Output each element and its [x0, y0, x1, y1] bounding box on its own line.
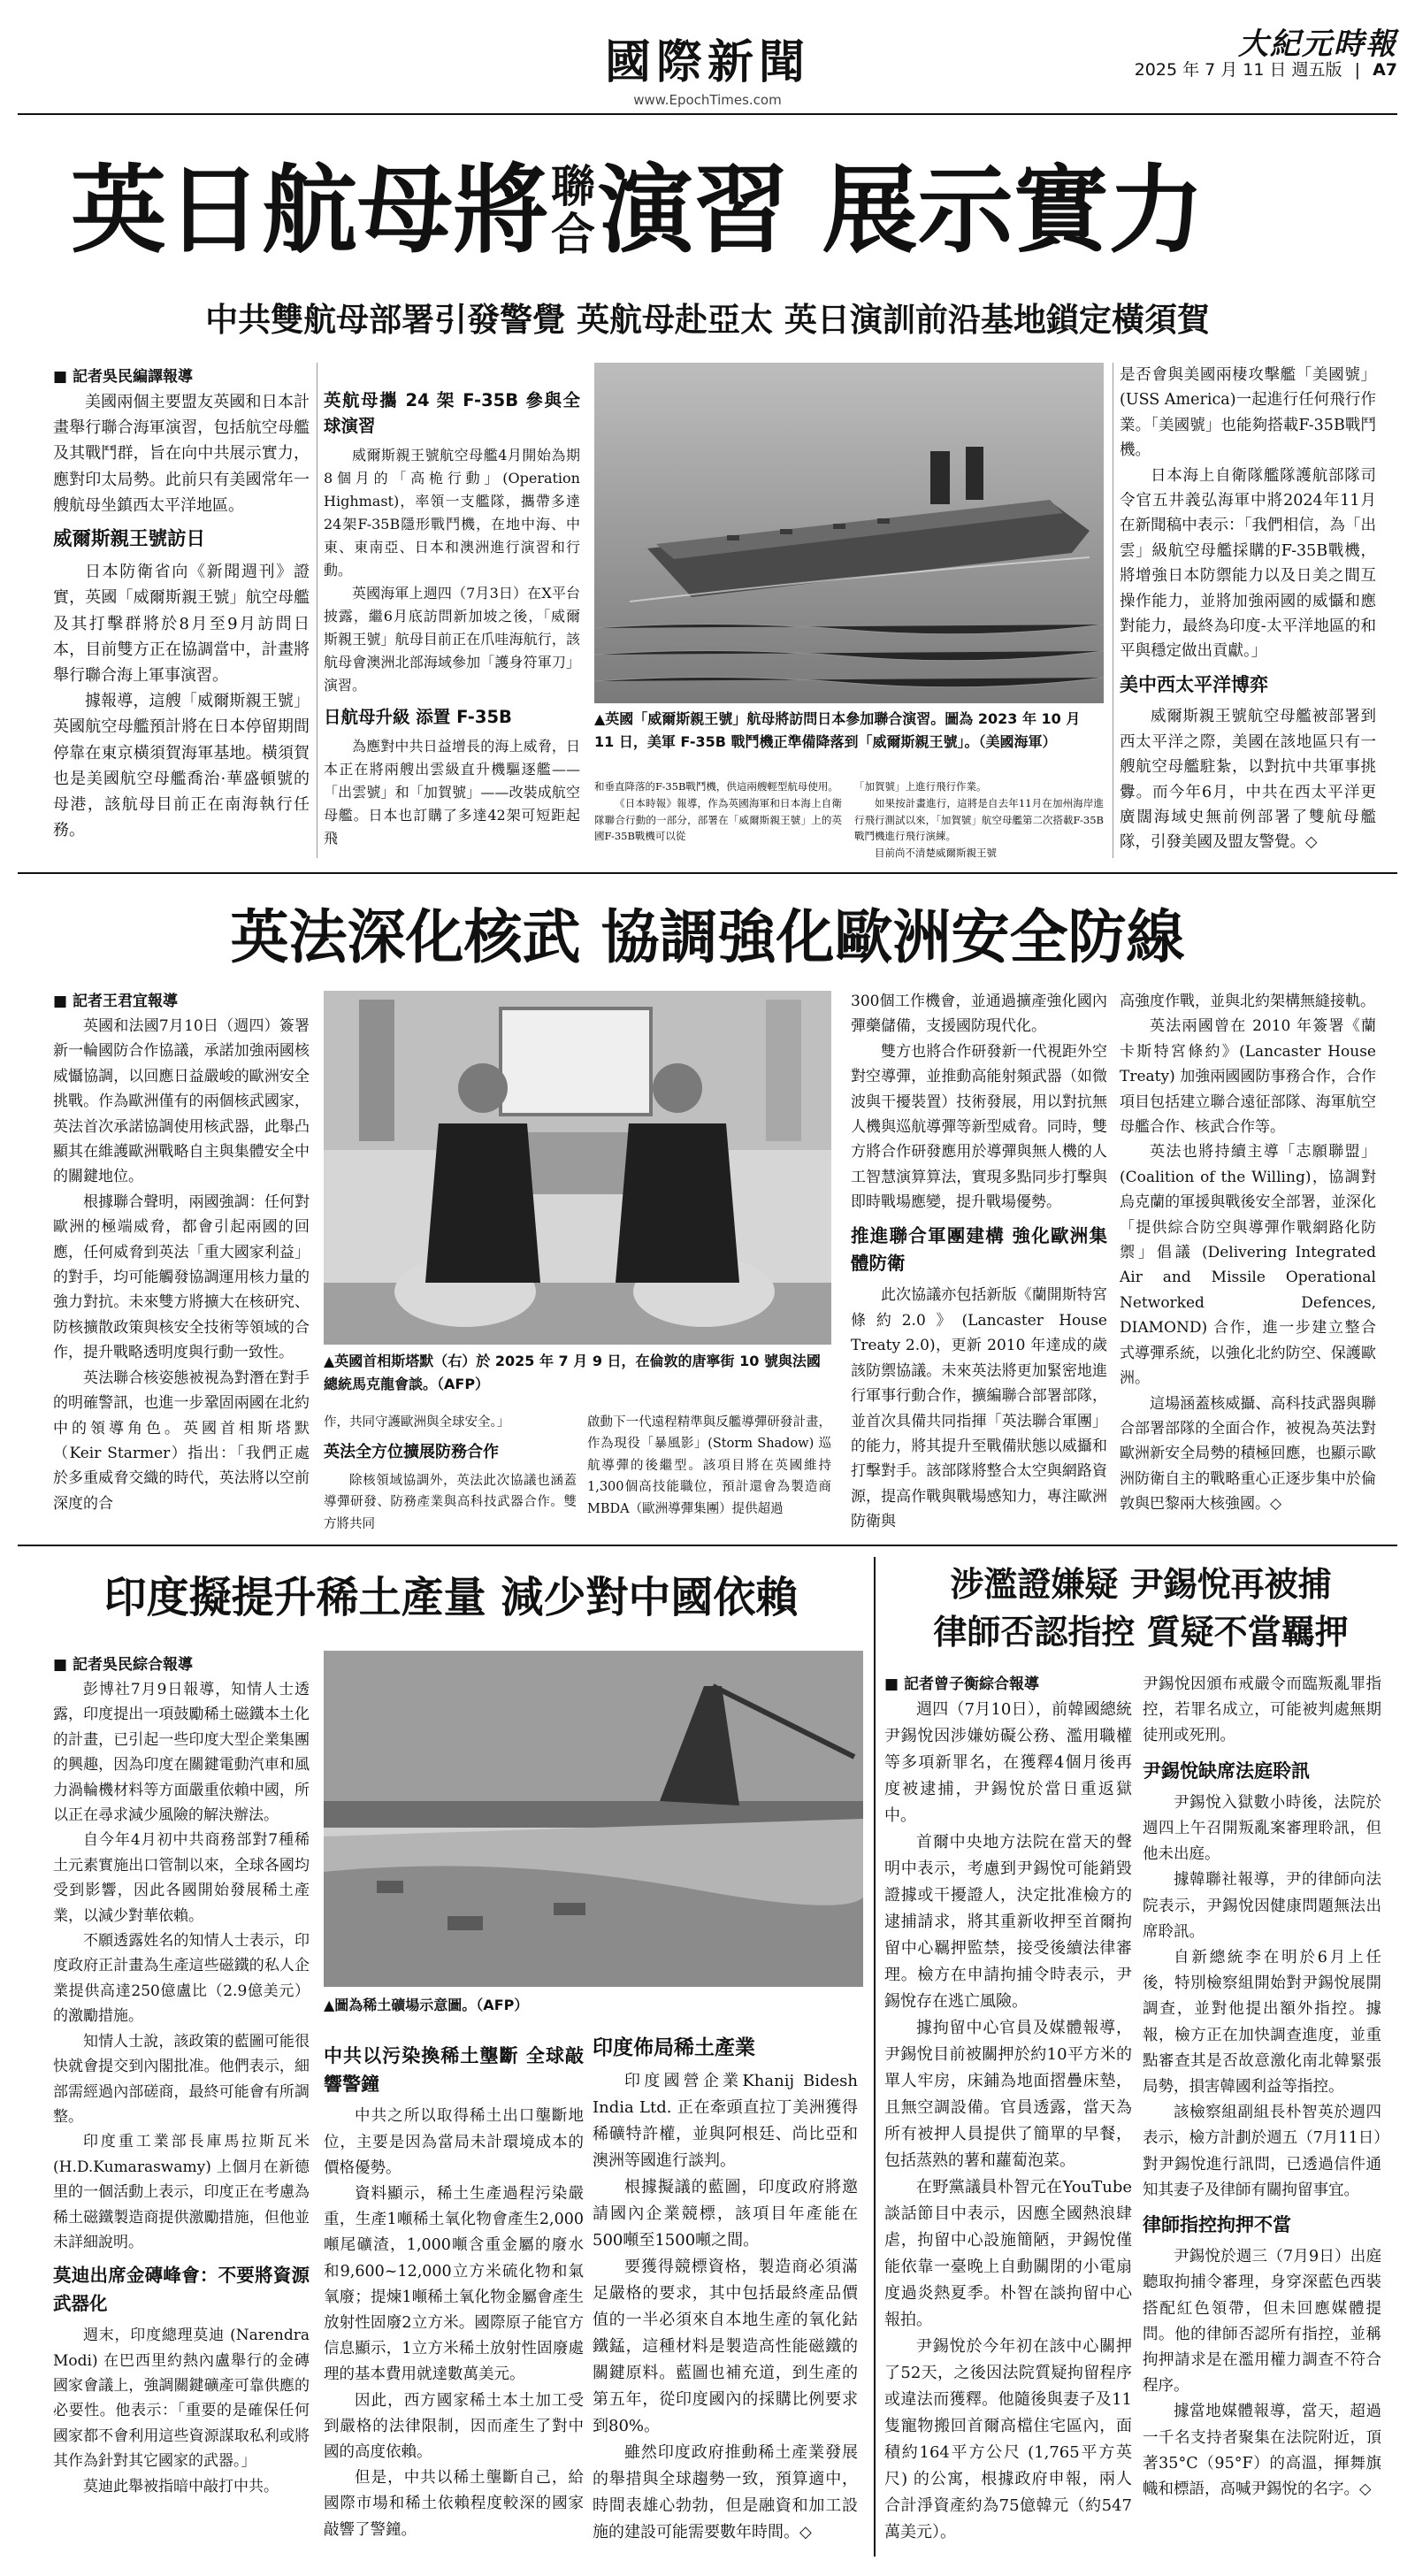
story2-col3-p1: 啟動下一代遠程精準與反艦導彈研發計畫，作為現役「暴風影」(Storm Shadow) 巡航導彈的後繼型。該項目將在英國維持1,300個高技能職位，預計還會為製造商MBDA（歐洲導彈集團）提供超過: [587, 1415, 831, 1516]
story1-col2-p2: 英國海軍上週四（7月3日）在X平台披露，繼6月底訪問新加坡之後，「威爾斯親王號」航母目前正在爪哇海航行，該航母會澳洲北部海域參加「護身符軍刀」演習。: [324, 585, 580, 694]
story2-col4-p3: 此次協議亦包括新版《蘭開斯特宮條約2.0》(Lancaster House Treaty 2.0)，更新 2010 年達成的歲該防禦協議。未來英法將更加緊密地進行軍事行動合作，擴編聯合部署部隊，並首次具備共同指揮「英法聯合軍團」的能力，將其提升至戰備狀態以威攝和打擊對手。該部隊將整合太空與網路資源，提高作戰與戰場感知力，專注歐洲防衛與: [851, 1286, 1107, 1531]
story4-col2-p2: 尹錫悅入獄數小時後，法院於週四上午召開叛亂案審理聆訊，但他未出庭。: [1143, 1793, 1381, 1864]
story1-headline-b: 演習 展示實力: [598, 155, 1205, 266]
story4-col1-p4: 在野黨議員朴智元在YouTube談話節目中表示，因應全國熱浪肆虐，拘留中心設施簡陋，尹錫悅僅能依靠一臺晚上自動關閉的小電扇度過炎熱夏季。朴智在談拘留中心報拍。: [884, 2178, 1132, 2329]
website-url[interactable]: www.EpochTimes.com: [633, 92, 782, 108]
story4-headline-1: 涉濫證嫌疑 尹錫悅再被捕: [950, 1565, 1332, 1604]
story1-headline-small: [548, 160, 598, 260]
story1-col5-p3: 威爾斯親王號航空母艦被部署到西太平洋之際，美國在該地區只有一艘航空母艦駐紮，以對抗中共軍事挑釁。而今年6月，中共在西太平洋更廣闊海域史無前例部署了雙航母艦隊，引發美國及盟友警覺。◇: [1120, 708, 1376, 852]
story4-headline: [884, 1560, 1397, 1656]
story2-bottom-rule: [18, 1545, 1397, 1546]
section-title: 國際新聞: [604, 36, 810, 89]
story2-col4: [851, 989, 1107, 1535]
story1-photo-caption: ▲英國「威爾斯親王號」航母將訪問日本參加聯合演習。圖為 2023 年 10 月 11 日，美軍 F-35B 戰鬥機正準備降落到「威爾斯親王號」。（美國海軍）: [594, 710, 1081, 750]
story2-col2-sub: 英法全方位擴展防務合作: [324, 1443, 499, 1462]
story1-small-1: 聯: [551, 160, 596, 212]
masthead-logo: 大紀元時報: [1238, 27, 1397, 62]
story1-col1: [53, 364, 310, 843]
story3-headline: 印度擬提升稀土產量 減少對中國依賴: [103, 1573, 799, 1622]
story1-col1-p1: 美國兩個主要盟友英國和日本計畫舉行聯合海軍演習，包括航空母艦及其戰鬥群，旨在向中共展示實力，應對印太局勢。此前只有美國常年一艘航母坐鎮西太平洋地區。: [53, 393, 310, 515]
story3-col3: [593, 2026, 858, 2546]
story3-photo-caption: ▲圖為稀土礦場示意圖。（AFP）: [324, 1997, 529, 2013]
story1-col2-p3: 為應對中共日益增長的海上威脅，日本正在將兩艘出雲級直升機驅逐艦——「出雲號」和「加賀號」——改裝成航空母艦。日本也訂購了多達42架可短距起飛: [324, 738, 580, 847]
story4-col1-p2: 首爾中央地方法院在當天的聲明中表示，考慮到尹錫悅可能銷毀證據或干擾證人，決定批准檢方的逮捕請求，將其重新收押至首爾拘留中心羈押監禁，接受後續法律審理。檢方在申請拘捕令時表示，尹錫悅存在逃亡風險。: [884, 1833, 1132, 2011]
story4-col2-p4: 自新總統李在明於6月上任後，特別檢察組開始對尹錫悅展開調查，並對他提出額外指控。據報，檢方正在加快調查進度，並重點審查其是否故意激化南北韓緊張局勢，損害韓國利益等指控。: [1143, 1949, 1381, 2097]
story1-headline-a: 英日航母將: [71, 155, 549, 266]
story1-col1-p3: 據報導，這艘「威爾斯親王號」英國航空母艦預計將在日本停留期間停靠在東京橫須賀海軍基地。橫須賀也是美國航空母艦喬治·華盛頓號的母港，該航母目前正在南海執行任務。: [53, 692, 310, 840]
story3-story4-divider: [874, 1557, 876, 2557]
story1-col2-sub2: 日航母升級 添置 F-35B: [324, 707, 512, 727]
story2-col1-p2: 根據聯合聲明，兩國強調：任何對歐洲的極端威脅，都會引起兩國的回應，任何威脅到英法「重大國家利益」的對手，均可能觸發協調運用核力量的強力對抗。未來雙方將擴大在核研究、防核擴散政策與核安全技術等領域的合作，提升戰略透明度與行動一致性。: [53, 1192, 310, 1362]
story3-col2-p4: 但是，中共以稀土壟斷自己，給國際市場和稀土依賴程度較深的國家敲響了警鐘。: [324, 2469, 584, 2539]
story2-col5-p1: 高強度作戰，並與北約架構無縫接軌。: [1120, 993, 1375, 1010]
story2-col5-p2: 英法兩國曾在 2010 年簽署《蘭卡斯特宮條約》(Lancaster House Treaty) 加強兩國國防事務合作，合作項目包括建立聯合遠征部隊、海軍航空母艦合作、核武合作等。: [1120, 1017, 1376, 1137]
story1-small-2: 合: [551, 208, 596, 260]
story2-col2: [324, 1412, 577, 1535]
story3-col3-p1: 印度國營企業Khanij Bidesh India Ltd. 正在牽頭直拉丁美洲獲得稀礦特許權，並與阿根廷、尚比亞和澳洲等國進行談判。: [593, 2072, 858, 2170]
story3-col3-sub: 印度佈局稀土產業: [593, 2036, 755, 2059]
story4-headline-2: 律師否認指控 質疑不當羈押: [933, 1613, 1349, 1652]
story1-bottom-rule: [18, 872, 1397, 874]
story4-col2-p7: 據當地媒體報導，當天，超過一千名支持者聚集在法院附近，頂著35°C（95°F）的高溫，揮舞旗幟和標語，高喊尹錫悅的名字。◇: [1143, 2403, 1381, 2499]
date-text: 2025 年 7 月 11 日 週五版: [1134, 60, 1342, 80]
story1-headline: [71, 157, 1344, 264]
story2-col5: [1120, 989, 1376, 1517]
story2-col4-p2: 雙方也將合作研發新一代視距外空對空導彈，並推動高能射頻武器（如微波與干擾裝置）技術發展，用以對抗無人機與巡航導彈等新型威脅。同時，雙方將合作研發應用於導彈與無人機的人工智慧演算算法，實現多點同步打擊與即時戰場應變，提升戰場優勢。: [851, 1042, 1107, 1212]
story4-col2-p5: 該檢察組副組長朴智英於週四表示，檢方計劃於週五（7月11日）對尹錫悅進行訊問，已透過信件通知其妻子及律師有關拘留事宜。: [1143, 2104, 1381, 2199]
story2-col1: [53, 989, 310, 1516]
story2-col2-p2: 除核領域協調外，英法此次協議也涵蓋導彈研發、防務產業與高科技武器合作。雙方將共同: [324, 1473, 577, 1531]
story3-col1-sub: 莫迪出席金磚峰會：不要將資源武器化: [53, 2265, 310, 2314]
story1-col1-p2: 日本防衛省向《新聞週刊》證實，英國「威爾斯親王號」航空母艦及其打擊群將於8月至9月訪問日本，目前雙方正在協調當中，計畫將舉行聯合海上軍事演習。: [53, 563, 310, 686]
leaders-photo-image: [324, 991, 831, 1345]
story1-col4-p3: 目前尚不清楚威爾斯親王號: [875, 847, 997, 860]
story3-col1-p3: 不願透露姓名的知情人士表示，印度政府正計畫為生產這些磁鐵的私人企業提供高達250億盧比（2.9億美元）的激勵措施。: [53, 1932, 310, 2026]
leaders-photo: [324, 991, 831, 1345]
rare-earth-photo-image: [324, 1651, 863, 1987]
story3-col2-p1: 中共之所以取得稀土出口壟斷地位，主要是因為當局未計環境成本的價格優勢。: [324, 2107, 584, 2177]
story4-col2-p3: 據韓聯社報導，尹的律師向法院表示，尹錫悅因健康問題無法出席聆訊。: [1143, 1871, 1381, 1941]
story1-col2-sub1: 英航母攜 24 架 F-35B 參與全球演習: [324, 390, 580, 436]
story1-col5-sub: 美中西太平洋博弈: [1120, 673, 1268, 695]
story2-col5-p3: 英法也將持續主導「志願聯盟」(Coalition of the Willing)，協調對烏克蘭的軍援與戰後安全部署，並深化「提供綜合防空與導彈作戰網路化防禦」倡議 (Delivering Integrated Air and Missile Operational Networked Defences, DIAMOND) 合作，進一步建立整合式導彈系統，以強化北約防空、保護歐洲。: [1120, 1143, 1376, 1388]
story1-col5-p2: 日本海上自衛隊艦隊護航部隊司令官五井義弘海軍中將2024年11月在新聞稿中表示：「我們相信，為「出雲」級航空母艦採購的F-35B戰機，將增強日本防禦能力以及日美之間互操作能力，並將加強兩國的威懾和應對能力，最終為印度-太平洋地區的和平與穩定做出貢獻。」: [1120, 466, 1376, 661]
story1-col5-p1: 是否會與美國兩棲攻擊艦「美國號」(USS America)一起進行任何飛行作業。「美國號」也能夠搭載F-35B戰鬥機。: [1120, 366, 1376, 460]
story3-col3-p4: 雖然印度政府推動稀土產業發展的舉措與全球趨勢一致，預算適中，時間表雄心勃勃，但是融資和加工設施的建設可能需要數年時間。◇: [593, 2443, 858, 2542]
story3-col1-p1: 彭博社7月9日報導，知情人士透露，印度提出一項鼓勵稀土磁鐵本土化的計畫，已引起一些印度大型企業集團的興趣，因為印度在關鍵電動汽車和風力渦輪機材料等方面嚴重依賴中國，所以正在尋求減少風險的解決辦法。: [53, 1681, 310, 1825]
carrier-photo-image: [594, 363, 1104, 703]
story1-reporter: ■ 記者吳民編譯報導: [53, 368, 193, 386]
story3-reporter: ■ 記者吳民綜合報導: [53, 1656, 193, 1674]
story3-col1: [53, 1652, 310, 2499]
rare-earth-photo: [324, 1651, 863, 1987]
story4-col1-p5: 尹錫悅於今年初在該中心關押了52天，之後因法院質疑拘留程序或違法而獲釋。他隨後與妻子及11隻寵物搬回首爾高檔住宅區內，面積約164平方公尺 (1,765平方英尺) 的公寓，根據政府申報，兩人合計淨資產約為75億韓元（約547萬美元）。: [884, 2337, 1132, 2542]
story1-col5: [1120, 363, 1376, 855]
story2-headline: 英法深化核武 協調強化歐洲安全防線: [230, 903, 1185, 971]
story4-reporter: ■ 記者曾子衡綜合報導: [884, 1675, 1039, 1693]
story4-col2: [1143, 1672, 1381, 2503]
header-rule: [18, 113, 1397, 115]
story3-col3-p2: 根據擬議的藍圖，印度政府將邀請國內企業競標，該項目年產能在500噸至1500噸之間。: [593, 2178, 858, 2250]
story3-col3-p3: 要獲得競標資格，製造商必須滿足嚴格的要求，其中包括最終產品價值的一半必須來自本地生產的氧化鈷鐵錳，這種材料是製造高性能磁鐵的關鍵原料。藍圖也補充道，到生產的第五年，從印度國內的採購比例要求到80%。: [593, 2258, 858, 2435]
story2-col5-p4: 這場涵蓋核威攝、高科技武器與聯合部署部隊的全面合作，被視為英法對歐洲新安全局勢的積極回應，也顯示歐洲防衛自主的戰略重心正逐步集中於倫敦與巴黎兩大核強國。◇: [1120, 1394, 1376, 1514]
story3-col2-p2: 資料顯示，稀土生產過程污染嚴重，生產1噸稀土氧化物會產生2,000噸尾礦渣，1,000噸含重金屬的廢水和9,600~12,000立方米硫化物和氣氧廢；提煉1噸稀土氧化物金屬會產生放射性固廢2立方米。國際原子能官方信息顯示，1立方米稀土放射性固廢處理的基本費用就達數萬美元。: [324, 2185, 584, 2384]
story3-col1-p2: 自今年4月初中共商務部對7種稀土元素實施出口管制以來，全球各國均受到影響，因此各國開始發展稀土產業，以減少對華依賴。: [53, 1831, 310, 1925]
issue-date: [1088, 57, 1397, 80]
story4-col2-p6: 尹錫悅於週三（7月9日）出庭聽取拘捕令審理，身穿深藍色西裝搭配紅色領帶，但未回應媒體提問。他的律師否認所有指控，並稱拘押請求是在濫用權力調查不符合程序。: [1143, 2248, 1381, 2396]
carrier-photo: [594, 363, 1104, 703]
story3-col1-p6: 週末，印度總理莫迪 (Narendra Modi) 在巴西里約熱內盧舉行的金磚國家會議上，強調關鍵礦產可靠供應的必要性。他表示：「重要的是確保任何國家都不會利用這些資源謀取私利或將其作為針對其它國家的武器。」: [53, 2327, 310, 2471]
story3-col1-p4: 知情人士說，該政策的藍圖可能很快就會提交到內閣批准。他們表示，細部需經過內部磋商，最終可能會有所調整。: [53, 2032, 310, 2126]
story2-col2-p1: 作，共同守護歐洲與全球安全。」: [324, 1415, 510, 1430]
story2-col3: [587, 1412, 831, 1520]
story1-col3: [594, 778, 842, 845]
story1-col1-sub: 威爾斯親王號訪日: [53, 528, 206, 551]
story4-col2-p1: 尹錫悅因頒布戒嚴令而臨叛亂罪指控，若罪名成立，可能被判處無期徒刑或死刑。: [1143, 1675, 1381, 1745]
story1-col4: [854, 778, 1104, 862]
story2-reporter: ■ 記者王君宜報導: [53, 993, 178, 1010]
story1-col3-p2: 《日本時報》報導，作為英國海軍和日本海上自衛隊聯合行動的一部分，部署在「威爾斯親王號」上的英國F-35B戰機可以從: [594, 796, 842, 843]
story4-col1-p1: 週四（7月10日），前韓國總統尹錫悅因涉嫌妨礙公務、濫用職權等多項新罪名，在獲釋4個月後再度被逮捕，尹錫悅於當日重返獄中。: [884, 1700, 1132, 1825]
story3-col1-p7: 莫迪此舉被指暗中敲打中共。: [83, 2477, 279, 2496]
story3-col2-p3: 因此，西方國家稀土本土加工受到嚴格的法律限制，因而產生了對中國的高度依賴。: [324, 2391, 584, 2462]
story1-subhead: 中共雙航母部署引發警覺 英航母赴亞太 英日演訓前沿基地鎖定橫須賀: [205, 301, 1210, 339]
story1-col2: [324, 380, 580, 850]
date-separator: |: [1354, 60, 1361, 80]
story1-col2-p1: 威爾斯親王號航空母艦4月開始為期8個月的「高桅行動」(Operation Highmast)，率領一支艦隊，攜帶多達24架F-35B隱形戰鬥機，在地中海、中東、東南亞、日本和澳洲進行演習和行動。: [324, 447, 580, 579]
story4-col1: [884, 1672, 1132, 2546]
story4-col2-sub2: 律師指控拘押不當: [1143, 2214, 1291, 2236]
story2-photo-caption: ▲英國首相斯塔默（右）於 2025 年 7 月 9 日，在倫敦的唐寧街 10 號與法國總統馬克龍會談。（AFP）: [324, 1353, 821, 1392]
story1-col4-p2: 如果按計畫進行，這將是自去年11月在加州海岸進行飛行測試以來，「加賀號」航空母艦第二次搭載F-35B戰鬥機進行飛行演練。: [854, 796, 1104, 843]
story2-col1-p3: 英法聯合核姿態被視為對潛在對手的明確警訊，也進一步鞏固兩國在北約中的領導角色。英國首相斯塔默（Keir Starmer）指出：「我們正處於多重威脅交織的時代，英法將以空前深度的合: [53, 1368, 310, 1513]
story4-col2-sub1: 尹錫悅缺席法庭聆訊: [1143, 1760, 1310, 1782]
story2-col1-p1: 英國和法國7月10日（週四）簽署新一輪國防合作協議，承諾加強兩國核威懾協調，以回應日益嚴峻的歐洲安全挑戰。作為歐洲僅有的兩個核武國家，英法首次承諾協調使用核武器，此舉凸顯其在維護歐洲戰略自主與集體安全中的關鍵地位。: [53, 1017, 310, 1186]
story1-col4-p1: 「加賀號」上進行飛行作業。: [854, 780, 987, 793]
story4-col1-p3: 據拘留中心官員及媒體報導，尹錫悅目前被關押於約10平方米的單人牢房，床鋪為地面摺疊床墊，且無空調設備。官員透露，當天為所有被押人員提供了簡單的早餐，包括蒸熟的薯和蘿蔔泡菜。: [884, 2019, 1132, 2170]
story2-col4-p1: 300個工作機會，並通過擴產強化國內彈藥儲備，支援國防現代化。: [851, 993, 1107, 1036]
story1-col3-p1: 和垂直降落的F-35B戰鬥機，供這兩艘輕型航母使用。: [594, 780, 838, 793]
story3-col2-sub: 中共以污染換稀土壟斷 全球敲響警鐘: [324, 2045, 584, 2096]
story2-col4-sub: 推進聯合軍團建構 強化歐洲集體防衛: [851, 1224, 1107, 1275]
story3-col2: [324, 2035, 584, 2543]
page-number: A7: [1373, 60, 1397, 80]
story3-col1-p5: 印度重工業部長庫馬拉斯瓦米 (H.D.Kumaraswamy) 上個月在新德里的一個活動上表示，印度正在考慮為稀土磁鐵製造商提供激勵措施，但他並未詳細說明。: [53, 2133, 310, 2251]
